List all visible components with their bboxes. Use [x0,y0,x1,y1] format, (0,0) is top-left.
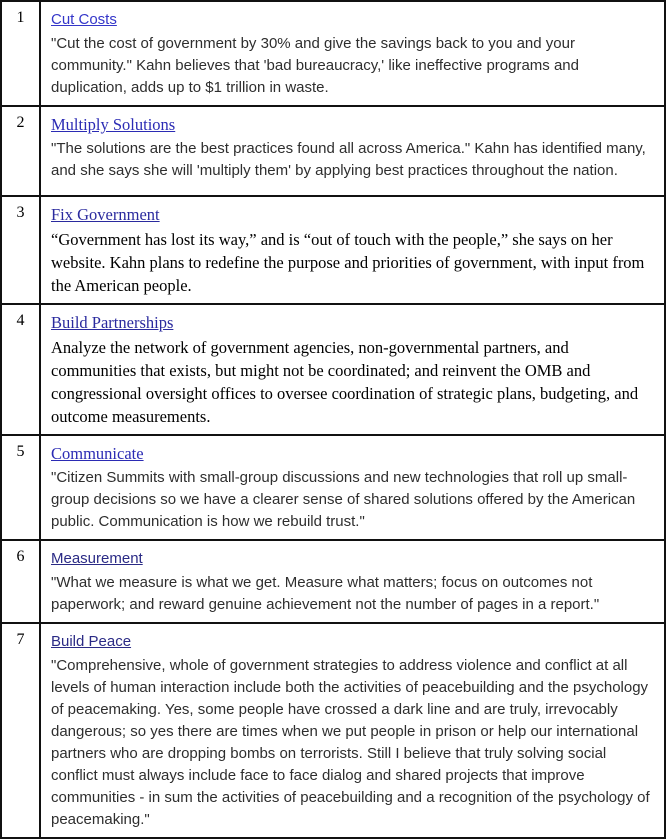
row-body-text: "What we measure is what we get. Measure what matters; focus on outcomes not paperwork; and reward genuine achievement not the number of pages in a report." [51,574,600,613]
row-title-link[interactable]: Multiply Solutions [51,115,176,134]
row-title-link[interactable]: Measurement [51,550,143,567]
row-body-text: "The solutions are the best practices found all across America." Kahn has identified many, and she says she will 'multiply them' by applying best practices throughout the nation. [51,140,646,179]
row-number: 5 [1,435,40,540]
row-content-cell [40,435,665,540]
row-number: 6 [1,540,40,623]
row-content-cell [40,1,665,106]
table-row [1,106,665,196]
row-content-cell [40,540,665,623]
row-content-cell [40,623,665,838]
row-body-text: “Government has lost its way,” and is “out of touch with the people,” she says on her website. Kahn plans to redefine the purpose and priorities of government, with input from the American people. [51,230,645,295]
row-body-text: "Comprehensive, whole of government strategies to address violence and conflict at all levels of human interaction include both the activities of peacebuilding and the psychology of peacemaking. Yes, some people have crossed a dark line and are truly, irrevocably dangerous; so yes there are times when we put people in prison or help our international partners who are dropping bombs on terrorists. Still I believe that truly solving social conflict must always include face to face dialog and shared projects that improve communities - in sum the activities of peacebuilding and a recognition of the psychology of peacemaking." [51,657,650,828]
row-number: 1 [1,1,40,106]
row-title-link[interactable]: Fix Government [51,205,160,224]
table-row [1,1,665,106]
table-row [1,304,665,435]
row-title-link[interactable]: Build Partnerships [51,313,174,332]
table-row [1,623,665,838]
row-title-link[interactable]: Cut Costs [51,11,117,28]
row-title-link[interactable]: Build Peace [51,633,132,650]
table-row [1,540,665,623]
table-row [1,435,665,540]
row-number: 3 [1,196,40,304]
row-title-link[interactable]: Communicate [51,444,144,463]
row-content-cell [40,106,665,196]
row-body-text: Analyze the network of government agencies, non-governmental partners, and communities that exists, but might not be coordinated; and reinvent the OMB and congressional oversight offices to oversee coordination of strategic plans, budgeting, and outcome measurements. [51,338,639,426]
row-body-text: "Cut the cost of government by 30% and give the savings back to you and your community." Kahn believes that 'bad bureaucracy,' like ineffective programs and duplication, adds up to $1 trillion in waste. [51,35,579,96]
row-body-text: "Citizen Summits with small-group discussions and new technologies that roll up small-group decisions so we have a clearer sense of shared solutions offered by the American public. Communication is how we rebuild trust." [51,469,636,530]
row-content-cell [40,304,665,435]
row-content-cell [40,196,665,304]
row-number: 2 [1,106,40,196]
table-row [1,196,665,304]
row-number: 4 [1,304,40,435]
row-number: 7 [1,623,40,838]
